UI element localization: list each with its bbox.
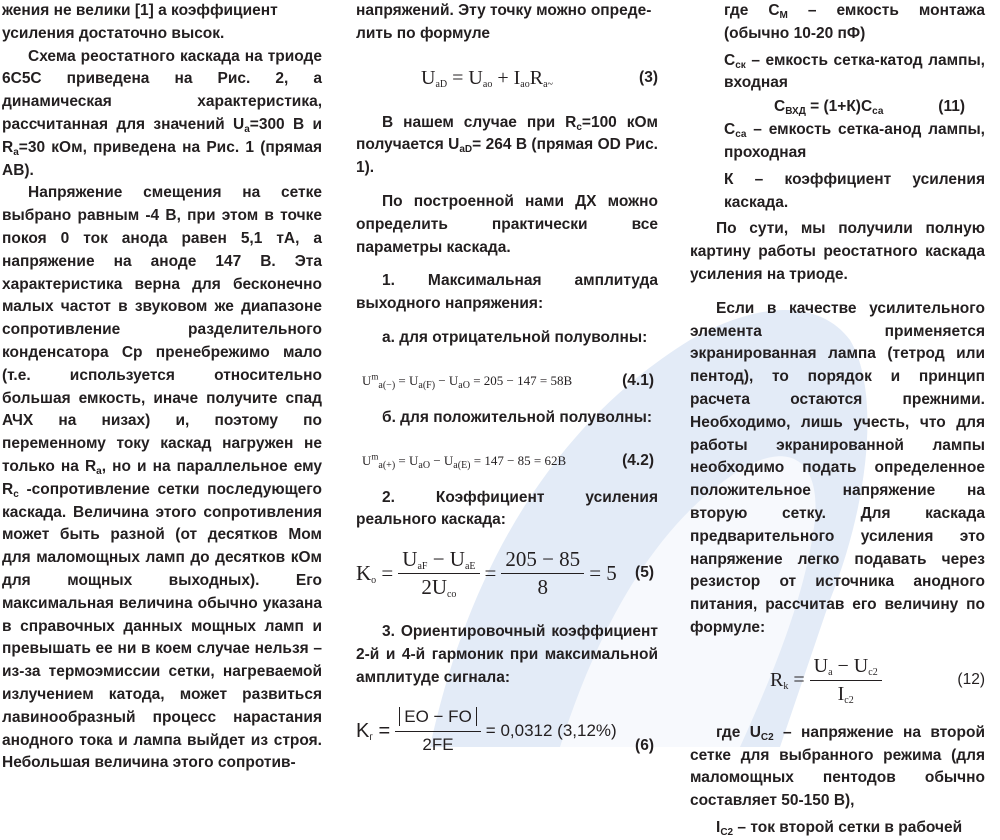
equation-11: $С_{ВХД} = (1+К)С_{са}$ (11) <box>774 97 965 117</box>
equation-number: (12) <box>957 671 985 689</box>
equation-number: (3) <box>639 69 658 87</box>
paragraph: $С_{ск}$ – емкость сетка-катод лампы, входная <box>724 51 985 92</box>
paragraph: К – коэффициент усиления каскада. <box>724 170 985 211</box>
equation-6: $K_г$ = $\frac{EO - FO}{2FE}$ = 0,0312 (3,12%) (6) <box>356 701 658 763</box>
paragraph: 2. Коэффициент усиления реального каскада: <box>356 488 658 529</box>
paragraph: По построенной нами ДХ можно определить практически все параметры каскада. <box>356 192 658 256</box>
equation-5: $K_o$ = $\frac{U_{aF} - U_{aE}}{2U_{co}}$ = $\frac{205 - 85}{8}$ = 5 (5) <box>356 546 654 600</box>
equation-number: (5) <box>635 563 654 581</box>
text-line: лить по формуле <box>356 24 490 42</box>
paragraph: $I_{С2}$ – ток второй сетки в рабочей <box>716 818 963 838</box>
equation-3: $U_{aD} = U_{ao} + I_{ao}R_{a\sim}$ (3) <box>421 67 658 91</box>
paragraph: 1. Максимальная амплитуда выходного напряжения: <box>356 272 658 313</box>
column-3 <box>690 0 985 840</box>
paragraph: 3. Ориентировочный коэффициент 2-й и 4-й гармоник при максимальной амплитуде сигнала: <box>356 623 658 686</box>
paragraph: б. для положительной полуволны: <box>382 408 653 426</box>
paragraph: где $С_М$ – емкость монтажа (обычно 10-20 пФ) <box>724 2 985 42</box>
fraction: $\frac{U_a - U_{c2}}{I_{c2}}$ <box>810 655 882 706</box>
equation-number: (4.1) <box>622 372 654 390</box>
equation-4-1: $U^m_{a(-)} = U_{a(F)} - U_{aO} = 205 - 147 = 58В$ (4.1) <box>362 372 654 392</box>
paragraph: В нашем случае при $R_c=100$ кОм получается $U_{aD}= 264$ В (прямая OD Рис. 1). <box>356 113 658 177</box>
equation-number: (11) <box>938 97 965 115</box>
equation-12: $R_k$ = $\frac{U_a - U_{c2}}{I_{c2}}$ (12) <box>770 655 985 707</box>
paragraph: Схема реостатного каскада на триоде 6С5С приведена на Рис. 2, а динамическая характеристика, рассчитанная для значений $U_a=300$ В и $R_a=30$ кОм, приведена на Рис. 1 (прямая АВ). <box>2 47 322 179</box>
paragraph: По сути, мы получили полную картину работы реостатного каскада усиления на триоде. <box>690 220 985 283</box>
text-line: усиления достаточно высок. <box>2 24 225 42</box>
equation-number: (6) <box>635 736 654 754</box>
paragraph: Если в качестве усилительного элемента применяется экранированная лампа (тетрод или пентод), то порядок и принцип расчета остаются прежними. Необходимо, лишь учесть, что для работы экранированной лампы необходимо подать определенное положительное напряжение на вторую сетку. Для каскада предварительного усиления это напряжение легко подавать через резистор от источника анодного питания, рассчитав его величину по формуле: <box>690 299 985 636</box>
equation-number: (4.2) <box>622 452 654 470</box>
fraction: $\frac{U_{aF} - U_{aE}}{2U_{co}}$ <box>398 548 479 599</box>
fraction: $\frac{205 - 85}{8}$ <box>501 548 584 599</box>
equation-4-2: $U^m_{a(+)} = U_{aO} - U_{a(E)} = 147 - 85 = 62В$ (4.2) <box>362 451 654 472</box>
fraction: $\frac{EO - FO}{2FE}$ <box>395 706 481 757</box>
text-line: напряжений. Эту точку можно опреде- <box>356 2 652 19</box>
column-2 <box>356 0 658 763</box>
paragraph: где $U_{С2}$ – напряжение на второй сетке для выбранного режима (для маломощных пентодов обычно составляет 50-150 В), <box>690 723 985 810</box>
paragraph: а. для отрицательной полуволны: <box>382 328 648 346</box>
paragraph: Напряжение смещения на сетке выбрано равным -4 В, при этом в точке покоя 0 ток анода равен 5,1 тА, а напряжение на аноде 147 В. Эта характеристика верна для бесконечно малых частот в звуковом же диапазоне сопротивление разделительного конденсатора Ср пренебрежимо мало (т.е. используется относительно большая емкость, иначе получите спад АЧХ на низах) и, поэтому по переменному току каскад нагружен не только на $R_a$, но и на параллельное ему $R_c$ -сопротивление сетки последующего каскада. Величина этого сопротивления может быть разной (от десятков Мом для маломощных ламп до десятков кОм для мощных выходных). Его максимальная величина обычно указана в справочных данных мощных ламп и превышать ее ни в коем случае нельзя – из-за термоэмиссии сетки, нагреваемой излучением катода, может развиться лавинообразный процесс нарастания анодного тока и лампа выйдет из строя. Небольшая величина этого сопротив- <box>2 184 323 772</box>
text-line: жения не велики [1] а коэффициент <box>2 2 278 19</box>
column-1 <box>2 0 322 775</box>
paragraph: $С_{са}$ – емкость сетка-анод лампы, проходная <box>724 121 985 161</box>
